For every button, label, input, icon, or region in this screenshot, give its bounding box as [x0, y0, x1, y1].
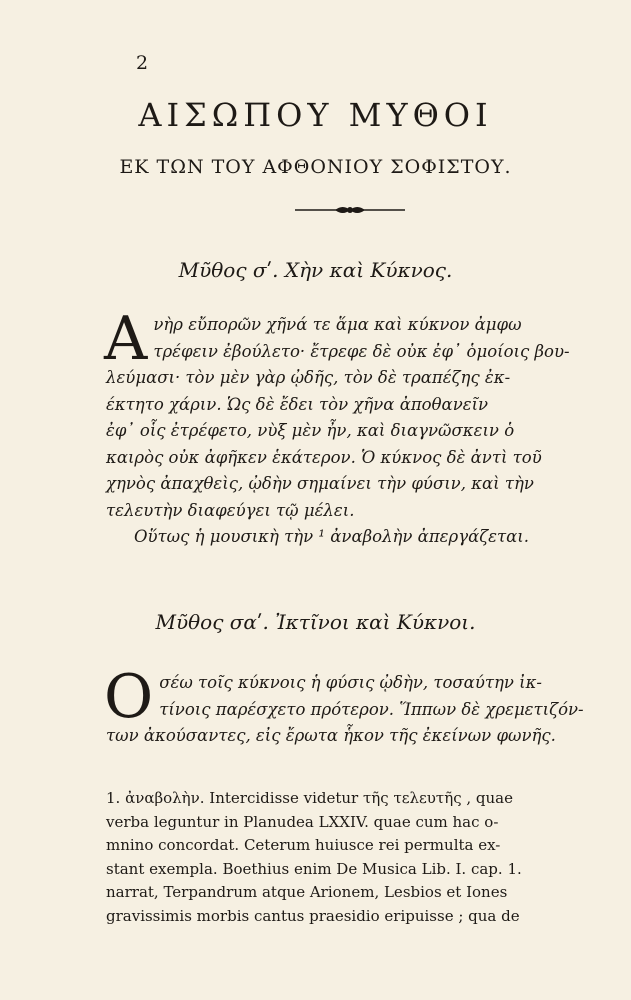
text-line: τρέφειν ἐβούλετο· ἔτρεφε δὲ οὐκ ἐφ᾽ ὁμοίοις βου- [153, 341, 570, 361]
page-number: 2 [136, 52, 149, 74]
footnote-line: narrat, Terpandrum atque Arionem, Lesbios et Iones [106, 883, 508, 901]
footnote-line: mnino concordat. Ceterum huiusce rei permulta ex- [106, 836, 501, 854]
text-line: των ἀκούσαντες, εἰς ἔρωτα ἧκον τῆς ἐκείνων φωνῆς. [106, 726, 556, 745]
footnote-line: verba leguntur in Planudea LXXIV. quae cum hac o- [106, 812, 499, 831]
page-title: ΑΙΣΩΠΟΥ ΜΥΘΟΙ [138, 96, 493, 134]
text-line: σέω τοῖς κύκνοις ἡ φύσις ᾠδὴν, τοσαύτην ἰκ- [159, 673, 543, 692]
footnote [106, 787, 604, 928]
text-line: ἐφ᾽ οἷς ἐτρέφετο, νὺξ μὲν ἦν, καὶ διαγνῶσκειν ὁ [106, 421, 515, 440]
text-line: έκτητο χάριν. Ὡς δὲ ἔδει τὸν χῆνα ἀποθανεῖν [106, 394, 489, 414]
fable-1-text [104, 304, 606, 551]
fable-1-dropcap: Α [104, 304, 148, 374]
fable-2-dropcap: Ο [104, 662, 154, 732]
fable-1-heading: Μῦθος σʹ. Χὴν καὶ Κύκνος. [178, 258, 453, 282]
fable-2-text [104, 662, 606, 750]
text-line: καιρὸς οὐκ ἀφῆκεν ἑκάτερον. Ὁ κύκνος δὲ ἀντὶ τοῦ [106, 447, 542, 467]
footnote-line: 1. ἀναβολὴν. Intercidisse videtur τῆς τελευτῆς , quae [106, 789, 513, 807]
fable-1-moral: Οὕτως ἡ μουσικὴ τὴν ¹ ἀναβολὴν ἀπεργάζεται. [134, 527, 530, 546]
text-line: λεύμασι· τὸν μὲν γὰρ ᾠδῆς, τὸν δὲ τραπέζης ἐκ- [106, 368, 511, 387]
footnote-line: stant exempla. Boethius enim De Musica Lib. I. cap. 1. [106, 859, 522, 878]
fable-2-heading: Μῦθος σαʹ. Ἰκτῖνοι καὶ Κύκνοι. [155, 610, 476, 634]
footnote-line: gravissimis morbis cantus praesidio eripuisse ; qua de [106, 906, 520, 925]
ornament-divider [295, 204, 405, 216]
text-line: τελευτὴν διαφεύγει τῷ μέλει. [106, 500, 355, 520]
text-line: τίνοις παρέσχετο πρότερον. Ἵππων δὲ χρεμετιζόν- [159, 699, 584, 719]
text-line: χηνὸς ἀπαχθεὶς, ᾠδὴν σημαίνει τὴν φύσιν, καὶ τὴν [106, 474, 534, 493]
text-line: νὴρ εὔπορῶν χῆνά τε ἅμα καὶ κύκνον ἀμφω [153, 315, 522, 334]
page-subtitle: ΕΚ ΤΩΝ ΤΟΥ ΑΦΘΟΝΙΟΥ ΣΟΦΙΣΤΟΥ. [119, 156, 512, 178]
